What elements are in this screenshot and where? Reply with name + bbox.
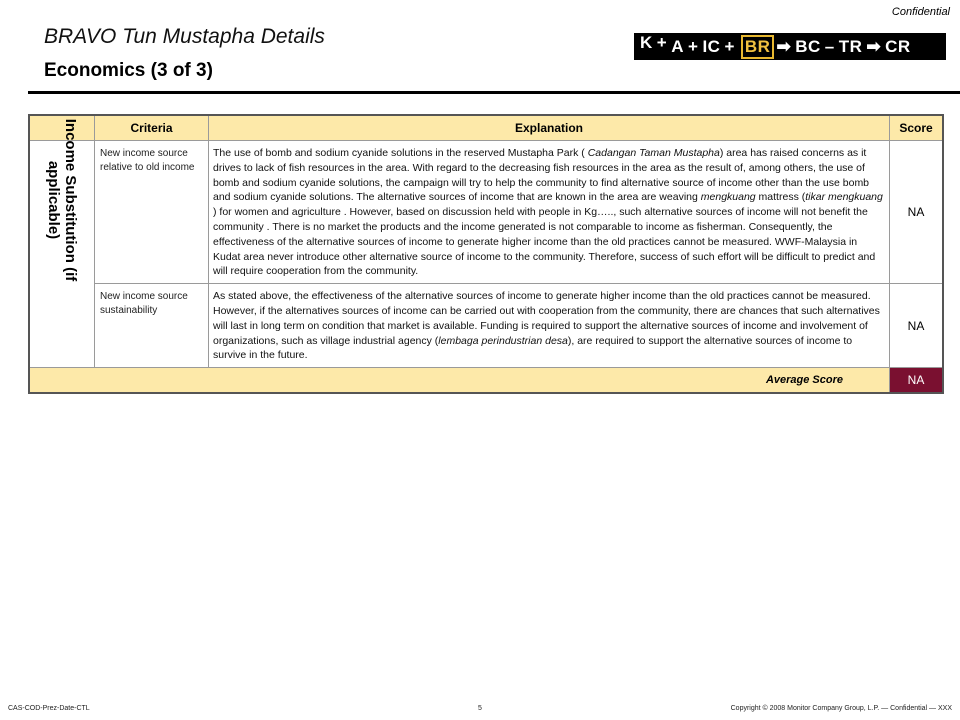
logo-plus-2: + [688,36,699,56]
row-group-label [29,118,95,368]
logo-plus-3: + [724,36,735,56]
explanation-text: As stated above, the effectiveness of the alternative sources of income to generate higher income than the old practices cannot be measured. However, if the alternatives sources of income can be carried out with cooperation from the community, there are chances that such alternatives will last in long term on condition that market is available. Funding is required to support the alternative sources of income and involvement of organizations, such as village industrial agency ( [213,290,880,347]
explanation-cell [209,284,890,368]
explanation-italic: lembaga perindustrian desa [438,334,568,347]
logo-tr: TR [838,36,863,56]
arrow-right-icon: ➡ [866,36,882,56]
header-score: Score [890,115,944,141]
table-row [29,141,943,284]
average-score-value: NA [890,368,944,394]
page-subtitle: Economics (3 of 3) [44,60,213,81]
explanation-text: ) for women and agriculture . However, based on discussion held with people in Kg….., such alternative sources of income will not benefit the community . There is no market the products and the income generated is not comparable to income as fisherman. Consequently, the effectiveness of the alternative sources of income to generate higher income than the old practices cannot be measured. WWF-Malaysia in Kudat area never introduce other alternative source of income to the community. Therefore, success of such effort will be difficult to predict and will require cooperation from the community. [213,206,876,278]
average-score-label: Average Score [29,368,890,394]
score-cell: NA [890,284,944,368]
table-row [29,284,943,368]
explanation-italic: Cadangan Taman Mustapha [587,147,720,159]
explanation-italic: mengkuang [700,191,756,204]
explanation-italic: tikar mengkuang [805,191,883,204]
page-title: BRAVO Tun Mustapha Details [44,25,325,48]
logo-ic: IC [702,36,721,56]
score-cell: NA [890,141,944,284]
criteria-cell: New income source sustainability [95,284,209,368]
logo-cr: CR [885,36,911,56]
explanation-cell [209,141,890,284]
explanation-text: ), are required to support the alternative sources of income to survive in the future. [213,334,853,362]
confidential-label: Confidential [891,6,950,18]
table-header-row [29,115,943,141]
logo-bc: BC [795,36,821,56]
row-group-line-1: Income Substitution (if [62,118,79,282]
row-group-text [45,90,79,310]
header-explanation: Explanation [209,115,890,141]
average-row [29,368,943,394]
framework-logo [634,33,946,60]
footer-copyright: Copyright © 2008 Monitor Company Group, L.P. — Confidential — XXX [730,705,952,712]
criteria-cell: New income source relative to old income [95,141,209,284]
logo-plus-1: + [656,32,668,52]
row-group-line-2: applicable) [45,160,62,240]
logo-k: K [640,32,653,52]
economics-table [28,114,944,394]
explanation-text: ) area has raised concerns as it drives to lack of fish resources in the area. With regard to the decreasing fish resources in the area as the result of, among others, the use of bomb and sodium cyanide solutions, the campaign will try to help the community to find alternative source of income other than the use bomb and sodium cyanide solutions. The alternative sources of income that are known in the area are weaving [213,147,870,204]
logo-a: A [671,36,684,56]
footer-page-number: 5 [478,705,482,712]
header-criteria: Criteria [95,115,209,141]
explanation-text: The use of bomb and sodium cyanide solutions in the reserved Mustapha Park ( [213,147,588,159]
title-divider [28,91,960,94]
logo-dash: – [824,36,835,56]
explanation-text: mattress ( [755,191,806,204]
footer-document-id: CAS-COD-Prez-Date-CTL [8,705,90,712]
logo-br: BR [741,35,775,59]
arrow-right-icon: ➡ [776,36,792,56]
